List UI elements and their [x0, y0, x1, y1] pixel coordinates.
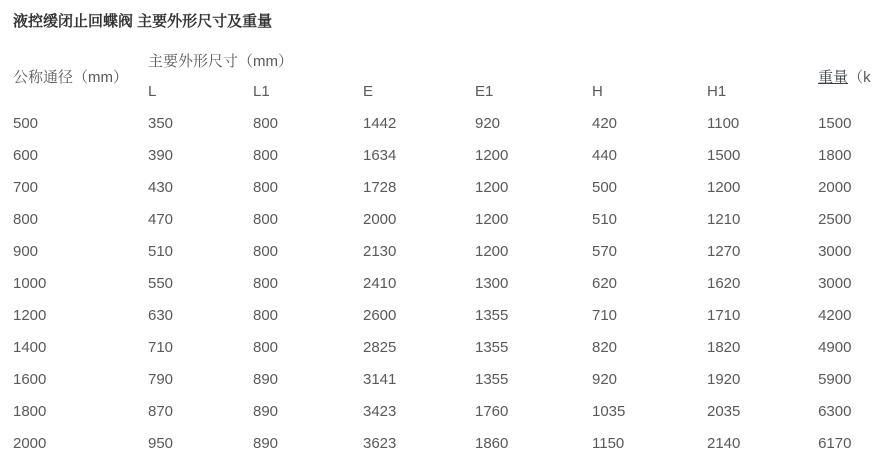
cell: 820 [592, 338, 618, 356]
cell: 1820 [707, 338, 741, 356]
cell: 1760 [475, 402, 509, 420]
table-row [13, 235, 879, 267]
header-col-l1: L1 [253, 82, 270, 100]
cell: 6170 [818, 434, 852, 452]
cell: 2000 [13, 434, 47, 452]
cell: 1920 [707, 370, 741, 388]
cell: 920 [475, 114, 501, 132]
cell: 1210 [707, 210, 741, 228]
cell: 900 [13, 242, 39, 260]
header-dimensions-group: 主要外形尺寸（mm） [148, 52, 293, 70]
cell: 1150 [592, 434, 625, 452]
cell: 1000 [13, 274, 47, 292]
cell: 800 [253, 178, 279, 196]
cell: 470 [148, 210, 174, 228]
cell: 510 [592, 210, 618, 228]
cell: 890 [253, 402, 279, 420]
cell: 800 [253, 338, 279, 356]
cell: 350 [148, 114, 174, 132]
cell: 550 [148, 274, 174, 292]
cell: 710 [148, 338, 174, 356]
spec-table [13, 45, 879, 459]
cell: 3623 [363, 434, 397, 452]
cell: 2000 [818, 178, 852, 196]
cell: 2035 [707, 402, 741, 420]
cell: 440 [592, 146, 618, 164]
table-row [13, 267, 879, 299]
cell: 1035 [592, 402, 626, 420]
header-weight [818, 45, 879, 107]
cell: 1300 [475, 274, 509, 292]
table-row [13, 107, 879, 139]
cell: 1200 [707, 178, 741, 196]
cell: 3000 [818, 274, 852, 292]
table-row [13, 203, 879, 235]
cell: 5900 [818, 370, 852, 388]
table-row [13, 331, 879, 363]
cell: 2140 [707, 434, 741, 452]
cell: 700 [13, 178, 39, 196]
cell: 1500 [707, 146, 741, 164]
cell: 1355 [475, 338, 509, 356]
header-row-group [13, 45, 879, 75]
cell: 2825 [363, 338, 397, 356]
cell: 1728 [363, 178, 397, 196]
weight-unit-fragment: （k [848, 68, 871, 86]
cell: 800 [253, 306, 279, 324]
cell: 600 [13, 146, 39, 164]
spec-table-container [13, 45, 879, 459]
table-row [13, 363, 879, 395]
cell: 1442 [363, 114, 397, 132]
cell: 1620 [707, 274, 741, 292]
cell: 1200 [475, 146, 509, 164]
cell: 630 [148, 306, 174, 324]
cell: 870 [148, 402, 174, 420]
cell: 800 [253, 242, 279, 260]
cell: 2600 [363, 306, 397, 324]
cell: 800 [253, 210, 279, 228]
header-col-e: E [363, 82, 374, 100]
cell: 800 [253, 274, 279, 292]
cell: 790 [148, 370, 174, 388]
cell: 1500 [818, 114, 852, 132]
cell: 890 [253, 370, 279, 388]
cell: 890 [253, 434, 279, 452]
cell: 710 [592, 306, 618, 324]
table-row [13, 299, 879, 331]
cell: 1355 [475, 306, 509, 324]
cell: 2000 [363, 210, 397, 228]
cell: 1634 [363, 146, 397, 164]
cell: 1710 [707, 306, 741, 324]
cell: 2500 [818, 210, 852, 228]
cell: 3000 [818, 242, 852, 260]
cell: 390 [148, 146, 174, 164]
cell: 1200 [13, 306, 47, 324]
cell: 1800 [818, 146, 852, 164]
header-nominal-diameter: 公称通径（mm） [13, 68, 128, 86]
cell: 1800 [13, 402, 47, 420]
spec-table-body [13, 107, 879, 459]
header-col-l: L [148, 82, 157, 100]
cell: 6300 [818, 402, 852, 420]
weight-link[interactable]: 重量 [818, 68, 849, 86]
cell: 1200 [475, 178, 509, 196]
cell: 510 [148, 242, 174, 260]
cell: 800 [253, 146, 279, 164]
cell: 4900 [818, 338, 852, 356]
cell: 1860 [475, 434, 509, 452]
page-title: 液控缓闭止回蝶阀 主要外形尺寸及重量 [13, 13, 273, 30]
cell: 800 [253, 114, 279, 132]
cell: 620 [592, 274, 618, 292]
cell: 2130 [363, 242, 397, 260]
cell: 570 [592, 242, 618, 260]
cell: 1100 [707, 114, 740, 132]
cell: 4200 [818, 306, 852, 324]
cell: 3141 [363, 370, 397, 388]
table-row [13, 139, 879, 171]
table-row [13, 395, 879, 427]
cell: 1270 [707, 242, 741, 260]
cell: 1355 [475, 370, 509, 388]
cell: 500 [592, 178, 618, 196]
cell: 1400 [13, 338, 47, 356]
cell: 3423 [363, 402, 397, 420]
cell: 800 [13, 210, 39, 228]
header-col-h: H [592, 82, 603, 100]
cell: 420 [592, 114, 618, 132]
cell: 500 [13, 114, 39, 132]
table-row [13, 427, 879, 459]
header-col-h1: H1 [707, 82, 727, 100]
cell: 950 [148, 434, 174, 452]
table-row [13, 171, 879, 203]
cell: 430 [148, 178, 174, 196]
cell: 1200 [475, 210, 509, 228]
cell: 920 [592, 370, 618, 388]
header-col-e1: E1 [475, 82, 494, 100]
cell: 1200 [475, 242, 509, 260]
cell: 2410 [363, 274, 397, 292]
cell: 1600 [13, 370, 47, 388]
